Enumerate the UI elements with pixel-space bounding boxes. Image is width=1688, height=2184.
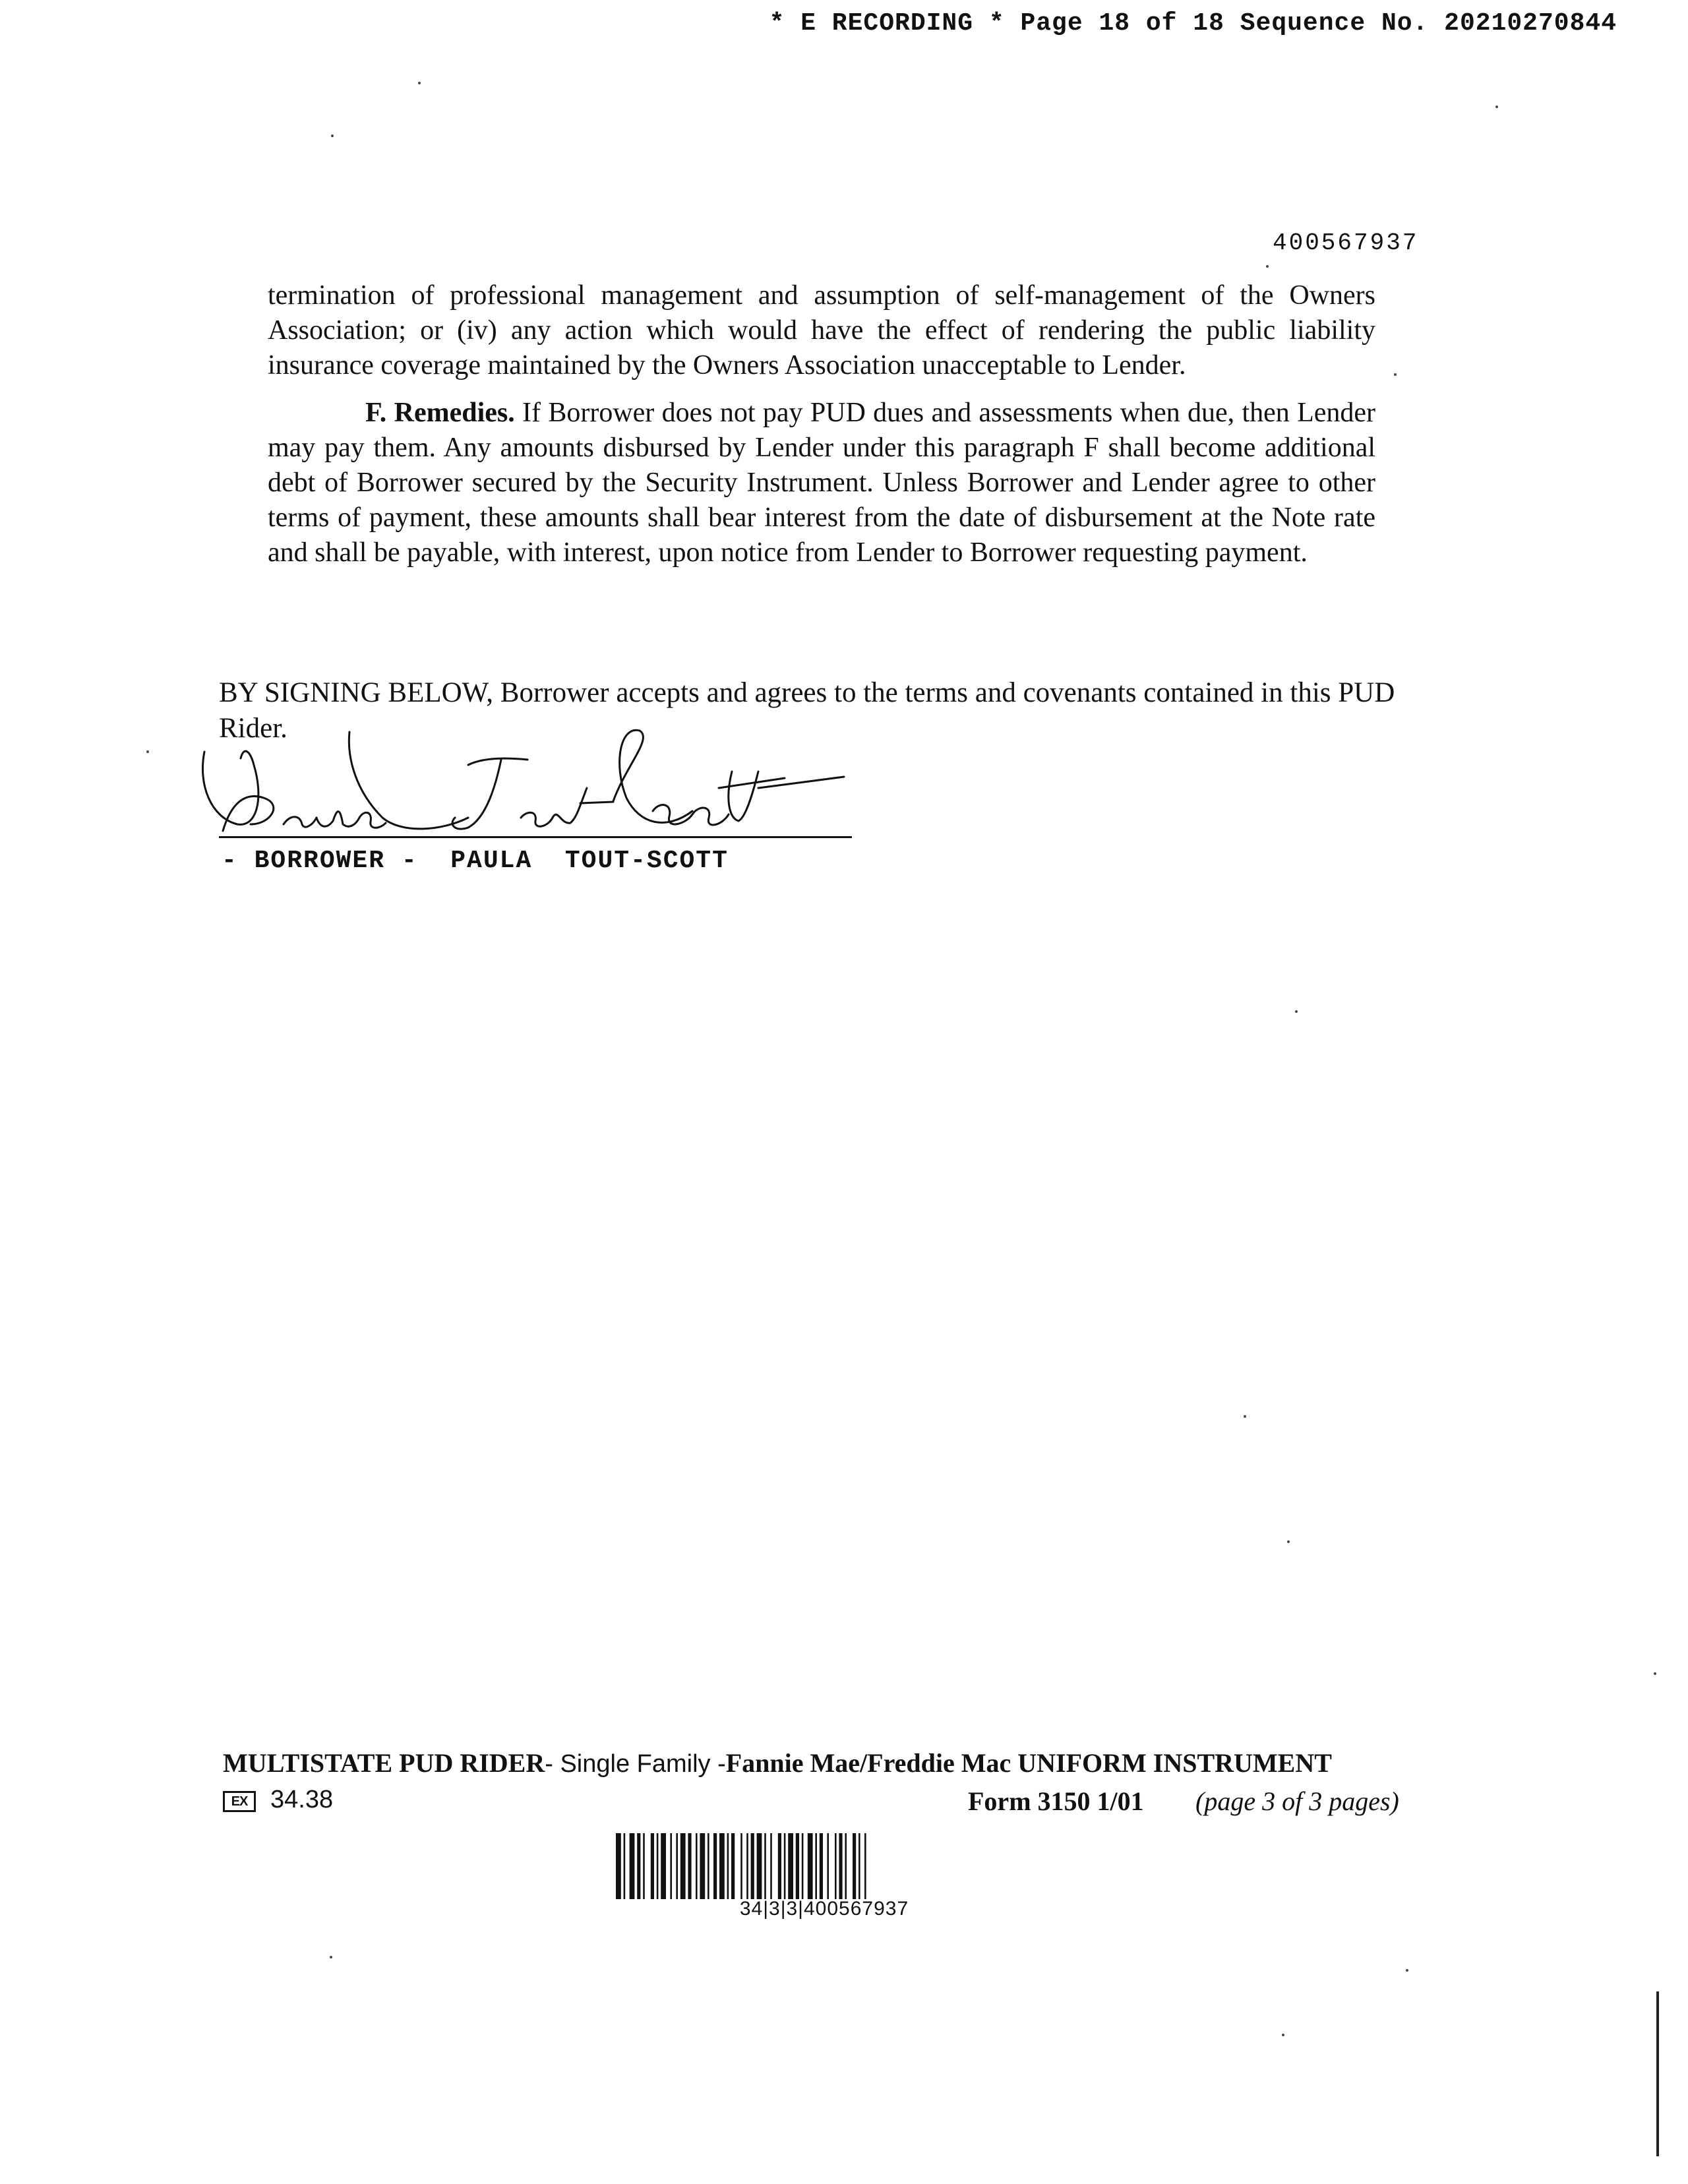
barcode-bar (727, 1833, 729, 1899)
barcode-bar (708, 1833, 709, 1899)
barcode-bar (796, 1833, 799, 1899)
barcode-bar (740, 1833, 742, 1899)
paragraph-continuation: termination of professional management and assumption of self-management of the Owners Association; or (iv) any action which would have the effect of rendering the public liability insurance coverage maintained by the Owners Association unacceptable to Lender. (268, 280, 1375, 380)
scan-speck (1495, 106, 1498, 108)
barcode-bar (670, 1833, 672, 1899)
barcode-bar (808, 1833, 813, 1899)
signature-line (219, 836, 852, 838)
scan-speck (418, 82, 421, 84)
barcode-bar (676, 1833, 678, 1899)
scan-speck (1654, 1672, 1656, 1675)
barcode-bar (651, 1833, 654, 1899)
form-version: 34.38 (270, 1786, 334, 1813)
barcode-bar (778, 1833, 781, 1899)
scan-speck (330, 1956, 332, 1958)
barcode-bar (770, 1833, 772, 1899)
borrower-signature (191, 725, 851, 841)
barcode-number: 34|3|3|400567937 (739, 1898, 909, 1920)
scan-speck (1394, 373, 1397, 376)
barcode-bar (719, 1833, 725, 1899)
barcode-bar (688, 1833, 691, 1899)
barcode-bar (802, 1833, 804, 1899)
loan-number: 400567937 (1273, 229, 1419, 257)
barcode-bar (624, 1833, 626, 1899)
barcode-bar (788, 1833, 793, 1899)
remedies-heading: F. Remedies. (365, 398, 515, 428)
margin-rule (1656, 1991, 1659, 2156)
barcode-bar (815, 1833, 817, 1899)
form-title-normal: - Single Family - (545, 1750, 726, 1778)
barcode-bar (616, 1833, 621, 1899)
scan-speck (1266, 265, 1269, 268)
scan-speck (1295, 1010, 1298, 1013)
borrower-label: - BORROWER - PAULA TOUT-SCOTT (222, 847, 729, 875)
barcode-bar (853, 1833, 856, 1899)
barcode-bar (661, 1833, 666, 1899)
barcode-bar (630, 1833, 635, 1899)
form-title (223, 1747, 1397, 1778)
page-count: (page 3 of 3 pages) (1195, 1786, 1399, 1816)
barcode-bar (827, 1833, 829, 1899)
barcode-bar (820, 1833, 823, 1899)
form-title-bold-2: Fannie Mae/Freddie Mac UNIFORM INSTRUMENT (725, 1748, 1332, 1778)
barcode-bar (680, 1833, 686, 1899)
barcode-bar (764, 1833, 766, 1899)
scan-speck (1287, 1540, 1290, 1543)
scan-speck (1282, 2034, 1284, 2036)
barcode-bar (751, 1833, 754, 1899)
form-number: Form 3150 1/01 (968, 1786, 1144, 1816)
remedies-text: If Borrower does not pay PUD dues and assessments when due, then Lender may pay them. Any amounts disbursed by Lender under this paragraph F shall become additional debt of Borrower secured by the Security Instrument. Unless Borrower and Lender agree to other terms of payment, these amounts shall bear interest from the date of disbursement at the Note rate and shall be payable, with interest, upon notice from Lender to Borrower requesting payment. (268, 398, 1375, 568)
barcode-bar (757, 1833, 762, 1899)
barcode-bar (731, 1833, 735, 1899)
scan-speck (146, 750, 149, 753)
form-logo-icon: EX (223, 1791, 256, 1812)
barcode-icon (613, 1833, 1035, 1899)
barcode-bar (713, 1833, 717, 1899)
barcode-bar (643, 1833, 645, 1899)
barcode-bar (696, 1833, 698, 1899)
form-title-bold: MULTISTATE PUD RIDER (223, 1748, 545, 1778)
remedies-paragraph (268, 396, 1375, 570)
recording-header: * E RECORDING * Page 18 of 18 Sequence No. 20210270844 (769, 9, 1617, 38)
barcode-bar (839, 1833, 842, 1899)
barcode-bar (637, 1833, 640, 1899)
signing-statement: BY SIGNING BELOW, Borrower accepts and agrees to the terms and covenants contained in this PUD Rider. (219, 677, 1395, 744)
barcode-bar (700, 1833, 705, 1899)
barcode-bar (845, 1833, 847, 1899)
scan-speck (331, 135, 334, 137)
barcode-bar (864, 1833, 866, 1899)
barcode-bar (859, 1833, 860, 1899)
barcode-bar (657, 1833, 659, 1899)
barcode-bar (746, 1833, 748, 1899)
barcode-bar (784, 1833, 786, 1899)
scan-speck (1406, 1969, 1408, 1972)
barcode-bar (835, 1833, 837, 1899)
scan-speck (1244, 1415, 1246, 1418)
